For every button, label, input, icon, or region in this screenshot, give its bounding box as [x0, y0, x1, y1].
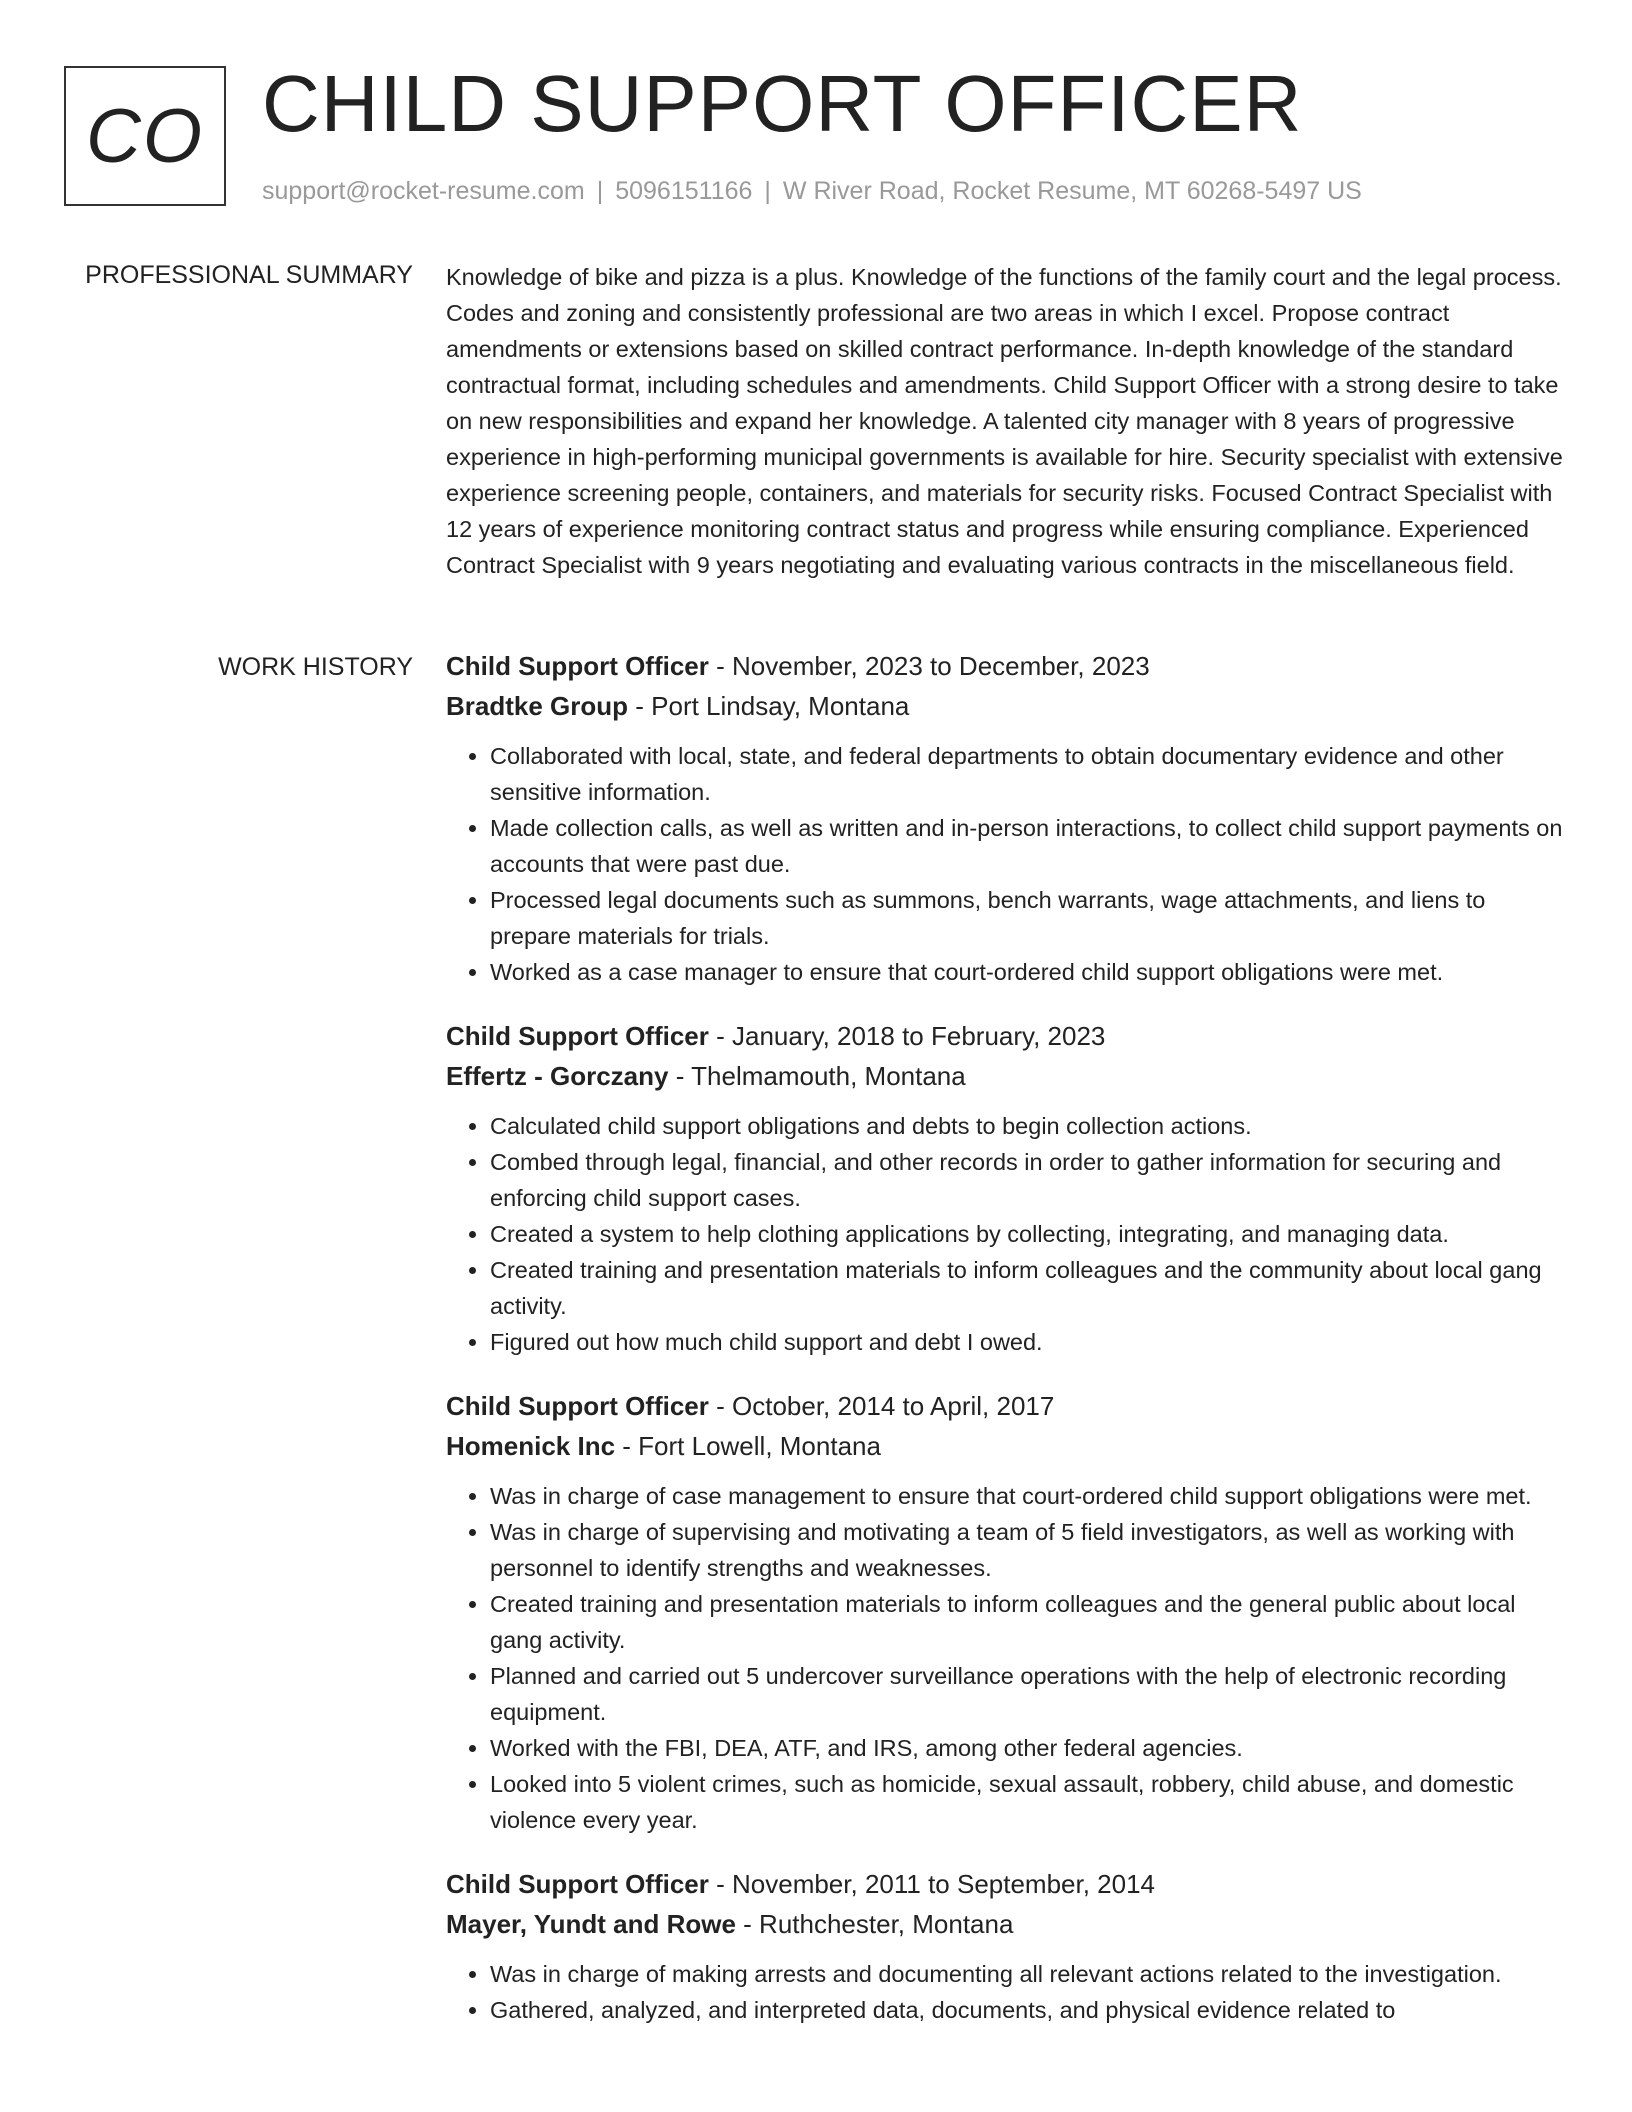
job-bullet: • Was in charge of case management to ensure that court-ordered child support obligations were met. [490, 1478, 1566, 1514]
job-bullet: • Figured out how much child support and debt I owed. [490, 1324, 1566, 1360]
job-title: Child Support Officer [446, 651, 709, 681]
contact-phone: 5096151166 [615, 177, 753, 205]
job-location: - Fort Lowell, Montana [615, 1431, 881, 1461]
job-bullet: • Collaborated with local, state, and federal departments to obtain documentary evidence and other sensitive information. [490, 738, 1566, 810]
job-bullet: • Calculated child support obligations and debts to begin collection actions. [490, 1108, 1566, 1144]
job-title-line [446, 1016, 1566, 1056]
job-entry [446, 646, 1566, 990]
contact-separator: | [764, 177, 771, 205]
job-entry [446, 1386, 1566, 1838]
job-bullet: • Worked as a case manager to ensure that court-ordered child support obligations were met. [490, 954, 1566, 990]
summary-content [446, 259, 1566, 583]
job-company: Homenick Inc [446, 1431, 616, 1461]
job-title: Child Support Officer [446, 1869, 709, 1899]
contact-line [262, 174, 1362, 208]
job-title: Child Support Officer [446, 1021, 709, 1051]
job-company-line [446, 1426, 1566, 1466]
job-title: Child Support Officer [446, 1391, 709, 1421]
job-bullet: • Was in charge of supervising and motivating a team of 5 field investigators, as well as working with personnel to identify strengths and weaknesses. [490, 1514, 1566, 1586]
contact-email: support@rocket-resume.com [262, 177, 585, 205]
job-company: Effertz - Gorczany [446, 1061, 669, 1091]
job-dates: - November, 2011 to September, 2014 [708, 1869, 1156, 1899]
job-dates: - November, 2023 to December, 2023 [708, 651, 1150, 681]
job-bullet: • Combed through legal, financial, and other records in order to gather information for securing and enforcing child support cases. [490, 1144, 1566, 1216]
job-title-line [446, 1386, 1566, 1426]
contact-address: W River Road, Rocket Resume, MT 60268-5497 US [782, 177, 1362, 205]
job-title-line [446, 1864, 1566, 1904]
job-company-line [446, 686, 1566, 726]
summary-text: Knowledge of bike and pizza is a plus. Knowledge of the functions of the family court and the legal process. Codes and zoning and consistently professional are two areas in which I excel. Propose contract amendments or extensions based on skilled contract performance. In-depth knowledge of the standard contractual format, including schedules and amendments. Child Support Officer with a strong desire to take on new responsibilities and expand her knowledge. A talented city manager with 8 years of progressive experience in high-performing municipal governments is available for hire. Security specialist with extensive experience screening people, containers, and materials for security risks. Focused Contract Specialist with 12 years of experience monitoring contract status and progress while ensuring compliance. Experienced Contract Specialist with 9 years negotiating and evaluating various contracts in the miscellaneous field. [446, 264, 1563, 578]
job-bullet: • Processed legal documents such as summons, bench warrants, wage attachments, and liens to prepare materials for trials. [490, 882, 1566, 954]
work-history-content [446, 646, 1566, 2054]
job-bullet: • Was in charge of making arrests and documenting all relevant actions related to the investigation. [490, 1956, 1566, 1992]
monogram-box [64, 66, 226, 206]
job-bullet: • Created training and presentation materials to inform colleagues and the community about local gang activity. [490, 1252, 1566, 1324]
job-title-line [446, 646, 1566, 686]
job-bullet: • Looked into 5 violent crimes, such as homicide, sexual assault, robbery, child abuse, and domestic violence every year. [490, 1766, 1566, 1838]
contact-separator: | [596, 177, 604, 205]
job-dates: - January, 2018 to February, 2023 [708, 1021, 1106, 1051]
job-bullet: • Gathered, analyzed, and interpreted data, documents, and physical evidence related to [490, 1992, 1566, 2028]
job-location: - Ruthchester, Montana [735, 1909, 1014, 1939]
job-company: Mayer, Yundt and Rowe [446, 1909, 736, 1939]
job-entry [446, 1864, 1566, 2028]
job-company: Bradtke Group [446, 691, 629, 721]
job-location: - Thelmamouth, Montana [668, 1061, 966, 1091]
job-dates: - October, 2014 to April, 2017 [708, 1391, 1055, 1421]
job-company-line [446, 1904, 1566, 1944]
job-bullet: • Created training and presentation materials to inform colleagues and the general public about local gang activity. [490, 1586, 1566, 1658]
resume-title: CHILD SUPPORT OFFICER [262, 59, 1303, 148]
job-company-line [446, 1056, 1566, 1096]
job-bullets [446, 1478, 1566, 1838]
work-history-label: WORK HISTORY [218, 653, 413, 681]
job-bullet: • Created a system to help clothing applications by collecting, integrating, and managing data. [490, 1216, 1566, 1252]
monogram-initials: CO [86, 93, 204, 179]
job-bullets [446, 1956, 1566, 2028]
job-entry [446, 1016, 1566, 1360]
job-bullet: • Worked with the FBI, DEA, ATF, and IRS, among other federal agencies. [490, 1730, 1566, 1766]
job-bullet: • Planned and carried out 5 undercover surveillance operations with the help of electronic recording equipment. [490, 1658, 1566, 1730]
job-bullets [446, 738, 1566, 990]
summary-label: PROFESSIONAL SUMMARY [85, 261, 413, 289]
job-location: - Port Lindsay, Montana [628, 691, 910, 721]
job-bullets [446, 1108, 1566, 1360]
job-bullet: • Made collection calls, as well as written and in-person interactions, to collect child support payments on accounts that were past due. [490, 810, 1566, 882]
